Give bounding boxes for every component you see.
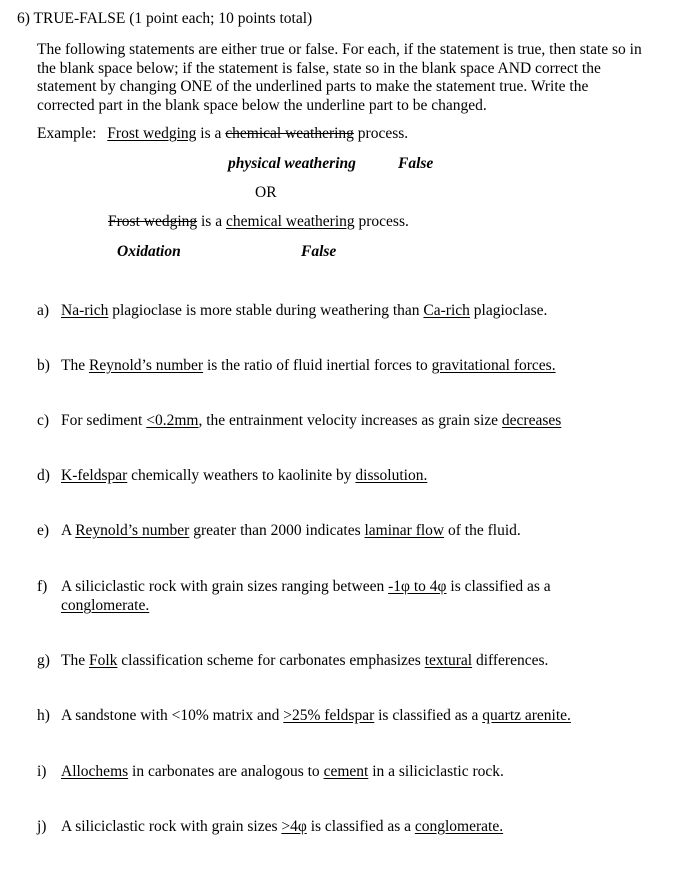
underlined-term: -1φ to 4φ xyxy=(388,578,447,595)
question-e xyxy=(37,521,637,540)
example-label: Example: xyxy=(37,125,97,142)
question-text: of the fluid. xyxy=(444,522,521,539)
example-verdict-1: False xyxy=(398,155,434,172)
example-correction-1: physical weathering xyxy=(228,155,356,172)
example-sentence-2 xyxy=(108,213,409,232)
question-i xyxy=(37,762,637,781)
example-correction-2: Oxidation xyxy=(117,243,181,260)
question-b xyxy=(37,356,637,375)
question-text: differences. xyxy=(472,652,549,669)
question-label: b) xyxy=(37,357,50,374)
section-heading: 6) TRUE-FALSE (1 point each; 10 points total) xyxy=(17,10,313,27)
example-text-end: process. xyxy=(353,125,409,142)
question-label: h) xyxy=(37,707,50,724)
question-text: A siliciclastic rock with grain sizes xyxy=(61,818,282,835)
example2-text: is a xyxy=(197,213,226,230)
question-c xyxy=(37,411,637,430)
underlined-term: Folk xyxy=(88,652,118,669)
question-label: f) xyxy=(37,578,48,595)
underlined-term: Na-rich xyxy=(61,302,109,319)
underlined-term: conglomerate. xyxy=(414,818,504,835)
example2-text-end: process. xyxy=(354,213,409,230)
question-text: A siliciclastic rock with grain sizes ranging between xyxy=(61,578,389,595)
question-label: j) xyxy=(37,818,47,835)
question-label: d) xyxy=(37,467,50,484)
question-text: is the ratio of fluid inertial forces to xyxy=(203,357,432,374)
question-text: The xyxy=(61,357,89,374)
question-text: is classified as a xyxy=(446,578,551,595)
underlined-term: >25% feldspar xyxy=(283,707,375,724)
question-a xyxy=(37,301,637,320)
question-g xyxy=(37,651,637,670)
question-text: The xyxy=(61,652,89,669)
underlined-term: dissolution. xyxy=(355,467,428,484)
underlined-term: Reynold’s number xyxy=(75,522,190,539)
question-text: plagioclase. xyxy=(469,302,548,319)
example-text: is a xyxy=(196,125,226,142)
question-text: in a siliciclastic rock. xyxy=(368,763,504,780)
question-text: in carbonates are analogous to xyxy=(128,763,324,780)
underlined-term: >4φ xyxy=(281,818,307,835)
question-label: a) xyxy=(37,302,50,319)
example-or: OR xyxy=(255,184,277,201)
example2-struck-part: Frost wedging xyxy=(108,213,198,230)
underlined-term: gravitational forces. xyxy=(431,357,556,374)
question-text: is classified as a xyxy=(374,707,483,724)
question-h xyxy=(37,706,637,725)
underlined-term: textural xyxy=(424,652,473,669)
instructions-paragraph: The following statements are either true or false. For each, if the statement is true, then state so in the blank space below; if the statement is false, state so in the blank space AND correct the statement by changing ONE of the underlined parts to make the statement true. Write the corrected part in the blank space below the underline part to be changed. xyxy=(37,41,642,114)
question-label: e) xyxy=(37,522,50,539)
question-f xyxy=(37,577,637,615)
question-text: greater than 2000 indicates xyxy=(189,522,365,539)
underlined-term: quartz arenite. xyxy=(482,707,571,724)
underlined-term: Ca-rich xyxy=(423,302,470,319)
example-underlined-part-1: Frost wedging xyxy=(107,125,197,142)
question-label: i) xyxy=(37,763,47,780)
example2-underlined-part: chemical weathering xyxy=(225,213,355,230)
question-j xyxy=(37,817,637,836)
question-text: A xyxy=(61,522,76,539)
example-sentence xyxy=(37,125,408,144)
example-verdict-2: False xyxy=(301,243,337,260)
question-text: chemically weathers to kaolinite by xyxy=(127,467,356,484)
question-text: For sediment xyxy=(61,412,147,429)
question-text: , the entrainment velocity increases as grain size xyxy=(198,412,502,429)
underlined-term: Reynold’s number xyxy=(88,357,204,374)
underlined-term: decreases xyxy=(501,412,562,429)
question-text: plagioclase is more stable during weathering than xyxy=(108,302,424,319)
question-label: g) xyxy=(37,652,50,669)
underlined-term: <0.2mm xyxy=(146,412,199,429)
question-text: A sandstone with <10% matrix and xyxy=(61,707,284,724)
example-struck-part: chemical weathering xyxy=(225,125,354,142)
underlined-term: cement xyxy=(323,763,369,780)
underlined-term: K-feldspar xyxy=(61,467,128,484)
question-text: is classified as a xyxy=(306,818,415,835)
question-d xyxy=(37,466,637,485)
underlined-term: Allochems xyxy=(61,763,129,780)
underlined-term: laminar flow xyxy=(364,522,445,539)
underlined-term: conglomerate. xyxy=(61,597,150,614)
question-text: classification scheme for carbonates emphasizes xyxy=(117,652,425,669)
question-label: c) xyxy=(37,412,50,429)
